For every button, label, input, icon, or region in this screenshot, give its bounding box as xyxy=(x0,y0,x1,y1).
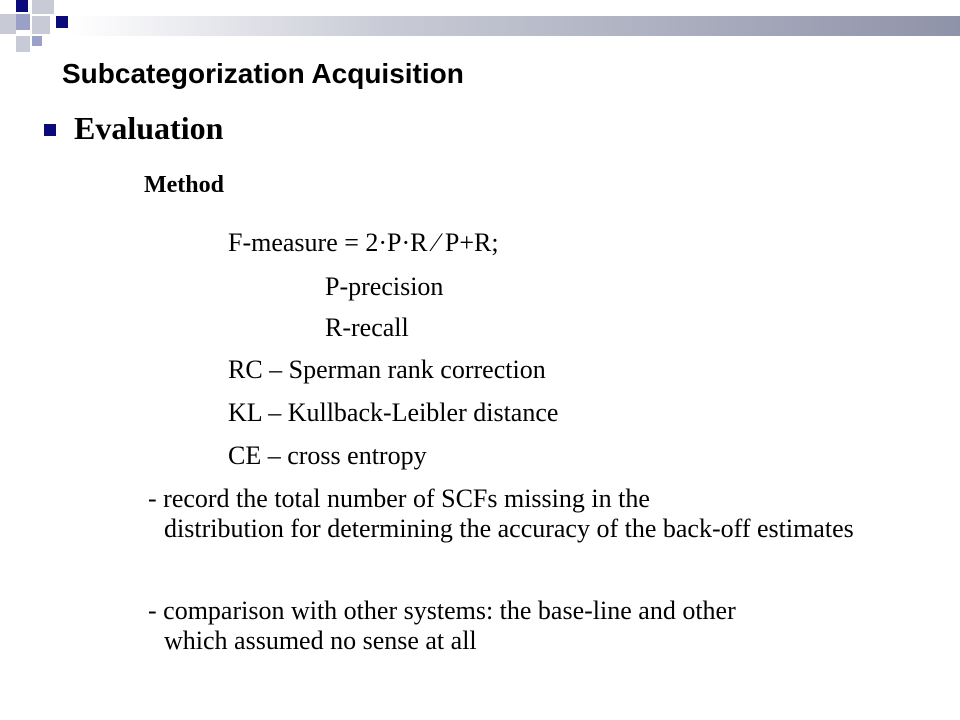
note-continuation: which assumed no sense at all xyxy=(164,626,477,655)
definition-kl: KL – Kullback-Leibler distance xyxy=(228,398,559,427)
logo-square-dark-2 xyxy=(56,16,68,28)
logo-square-light-2 xyxy=(32,36,42,46)
note-comparison xyxy=(148,596,908,656)
logo-square-gray-2 xyxy=(0,14,16,34)
slide-title: Subcategorization Acquisition xyxy=(62,58,464,89)
bullet-square-icon xyxy=(44,124,56,136)
header-gradient-bar xyxy=(70,16,960,36)
note-continuation: distribution for determining the accuracy of the back-off estimates xyxy=(164,514,854,543)
section-heading: Evaluation xyxy=(74,110,224,146)
logo-square-dark-1 xyxy=(16,0,28,12)
definition-ce: CE – cross entropy xyxy=(228,441,427,470)
formula-line: F-measure = 2·P·R ⁄ P+R; xyxy=(228,228,499,257)
note-missing-scfs xyxy=(148,484,908,544)
logo-square-light-1 xyxy=(16,14,30,30)
definition-rc: RC – Sperman rank correction xyxy=(228,355,546,384)
logo-square-gray-3 xyxy=(32,16,50,34)
definition-precision: P-precision xyxy=(325,272,444,301)
note-line: - record the total number of SCFs missing in the xyxy=(148,484,650,513)
definition-recall: R-recall xyxy=(325,313,409,342)
logo-square-gray-4 xyxy=(16,36,30,52)
method-subheading: Method xyxy=(144,172,224,198)
note-line: - comparison with other systems: the base-line and other xyxy=(148,596,736,625)
logo-square-gray-1 xyxy=(32,0,54,14)
